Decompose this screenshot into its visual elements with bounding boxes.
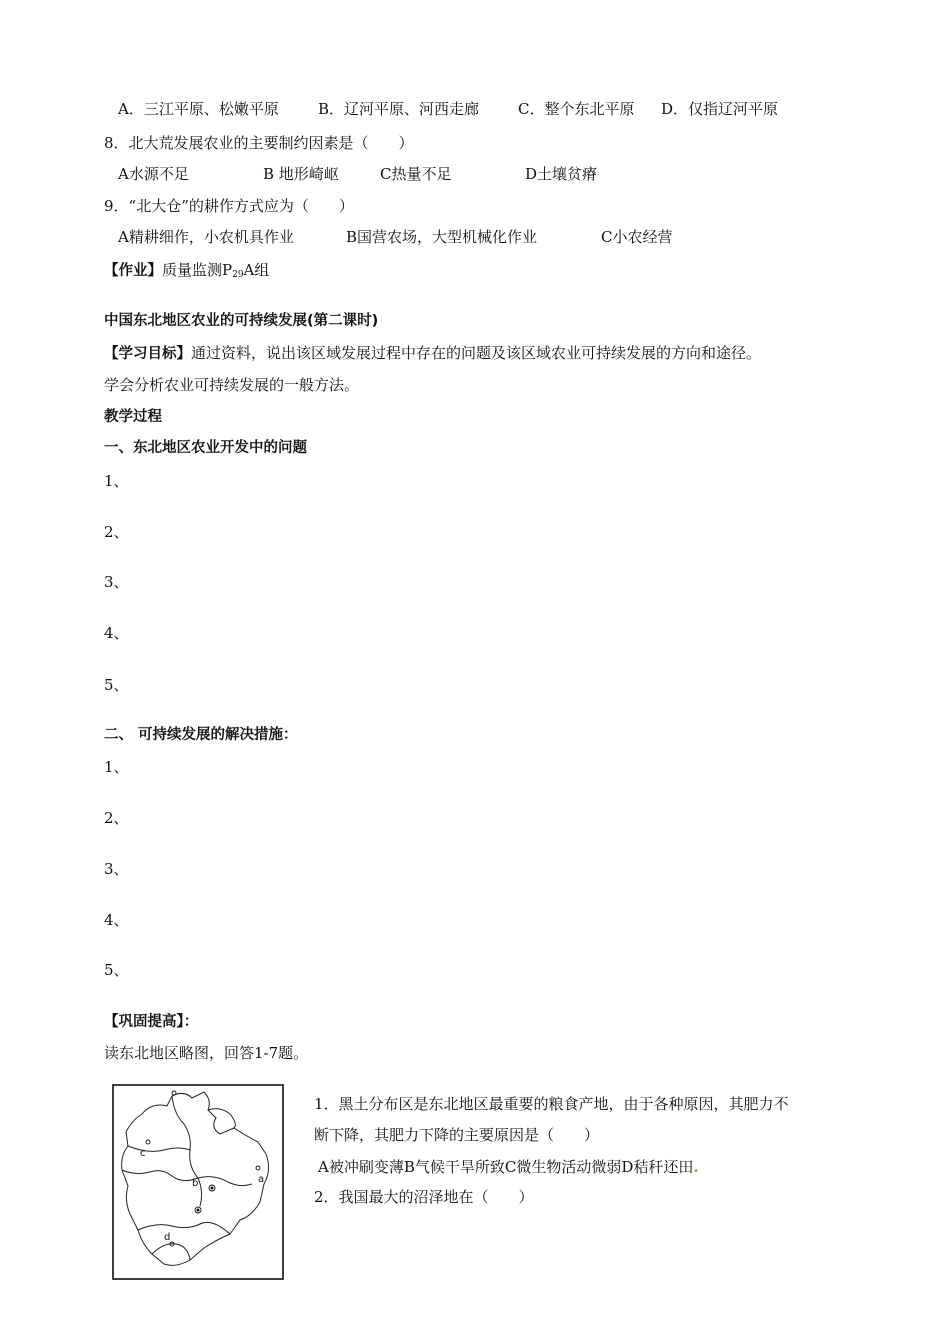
review-q1-line2: 断下降，其肥力下降的主要原因是（ ）	[314, 1126, 600, 1144]
q7-option-d: D．仅指辽河平原	[661, 100, 779, 118]
q8-option-b: B 地形崎岖	[263, 165, 339, 183]
q7-option-c: C．整个东北平原	[518, 100, 635, 118]
section1-item-2: 2、	[104, 523, 129, 541]
section1-item-5: 5、	[104, 676, 129, 694]
learning-goal-label: 【学习目标】	[104, 346, 191, 362]
q8-option-d: D土壤贫瘠	[525, 165, 598, 183]
section2-item-4: 4、	[104, 911, 129, 929]
review-q1-options	[318, 1157, 699, 1177]
q9-option-a: A精耕细作，小农机具作业	[118, 228, 294, 246]
section2-item-3: 3、	[104, 860, 129, 878]
homework-text: 质量监测P	[162, 261, 233, 279]
homework-page-sub: 29	[232, 270, 244, 280]
q7-option-b: B．辽河平原、河西走廊	[318, 100, 480, 118]
q7-options-row	[118, 99, 778, 119]
section2-item-5: 5、	[104, 961, 129, 979]
map-river-2	[208, 1109, 235, 1128]
review-intro: 读东北地区略图，回答1-7题。	[104, 1044, 309, 1062]
map-boundary-1	[128, 1146, 190, 1151]
learning-goal-text: 通过资料，说出该区域发展过程中存在的问题及该区域农业可持续发展的方向和途径。	[191, 344, 762, 362]
q9-stem: 9．“北大仓”的耕作方式应为（ ）	[104, 197, 354, 215]
map-city-5	[256, 1166, 260, 1170]
map-label-a: a	[258, 1174, 265, 1185]
homework-line	[104, 260, 269, 285]
q8-options-row	[118, 164, 597, 184]
section1-item-1: 1、	[104, 472, 129, 490]
map-label-d: d	[164, 1232, 171, 1243]
northeast-map	[112, 1084, 284, 1280]
q8-option-c: C热量不足	[380, 165, 452, 183]
map-boundary-3	[138, 1222, 230, 1234]
lesson-title: 中国东北地区农业的可持续发展(第二课时)	[104, 313, 379, 329]
map-city-2	[146, 1140, 150, 1144]
q9-options-row	[118, 227, 672, 247]
map-boundary-2	[198, 1177, 252, 1186]
map-city-1	[172, 1091, 176, 1095]
review-q2: 2．我国最大的沼泽地在（ ）	[314, 1188, 534, 1206]
q8-stem: 8．北大荒发展农业的主要制约因素是（ ）	[104, 134, 414, 152]
section2-item-2: 2、	[104, 809, 129, 827]
q9-option-b: B国营农场，大型机械化作业	[346, 228, 538, 246]
map-boundary-4	[122, 1170, 198, 1181]
q9-option-c: C小农经营	[601, 228, 673, 246]
review-q1-line1: 1．黑土分布区是东北地区最重要的粮食产地，由于各种原因，其肥力不	[314, 1095, 789, 1113]
map-label-c: c	[140, 1148, 146, 1159]
homework-label: 【作业】	[104, 263, 162, 279]
q8-option-a: A水源不足	[118, 165, 189, 183]
review-q1-dot: .	[693, 1158, 699, 1176]
q7-option-a: A．三江平原、松嫩平原	[118, 100, 279, 118]
learning-goal-line	[104, 343, 761, 364]
teaching-process-heading: 教学过程	[104, 409, 162, 425]
section1-item-4: 4、	[104, 624, 129, 642]
homework-group: A组	[243, 261, 270, 279]
map-river-1	[172, 1096, 202, 1206]
review-heading: 【巩固提高】：	[104, 1014, 199, 1030]
review-q1-options-text: A被冲刷变薄B气候干旱所致C微生物活动微弱D秸秆还田	[318, 1158, 694, 1176]
section1-item-3: 3、	[104, 573, 129, 591]
learning-goal-line2: 学会分析农业可持续发展的一般方法。	[104, 376, 360, 394]
section2-heading: 二、 可持续发展的解决措施：	[104, 727, 298, 743]
map-label-b: b	[192, 1178, 199, 1189]
section1-heading: 一、东北地区农业开发中的问题	[104, 440, 307, 456]
section2-item-1: 1、	[104, 758, 129, 776]
